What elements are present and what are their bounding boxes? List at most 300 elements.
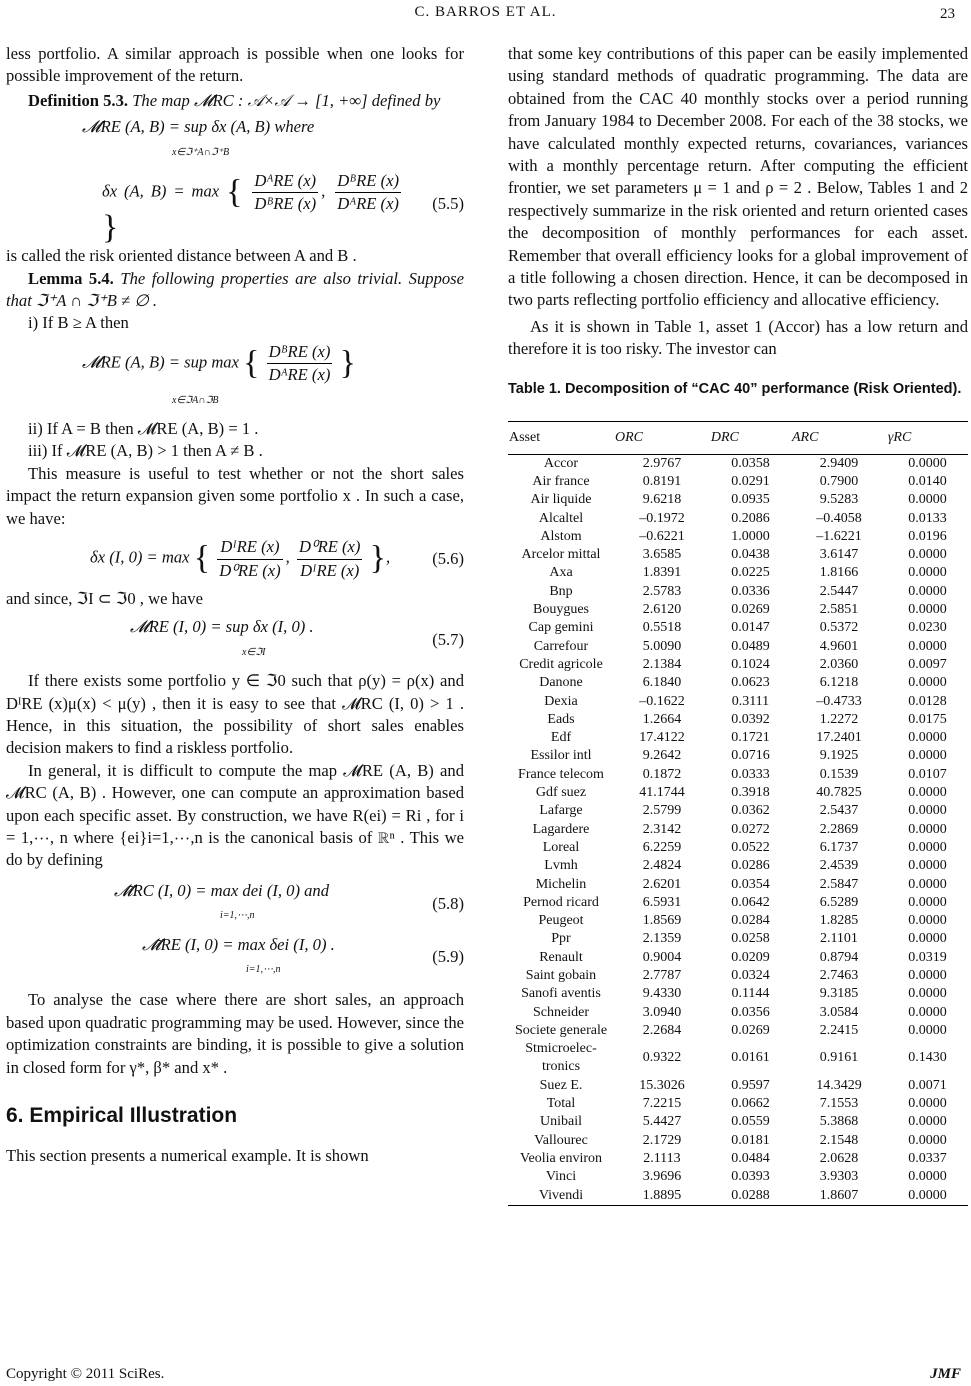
asset-cell: Axa — [549, 565, 573, 581]
asset-cell: Gdf suez — [535, 785, 587, 801]
asset-cell: Renault — [539, 949, 583, 965]
fraction: $\frac{\text{DᴬRE (x)}}{\text{DᴮRE (x)}}$ — [254, 171, 317, 214]
value-cell: 9.2642 — [642, 748, 682, 764]
table-row — [508, 784, 968, 802]
table-caption: Table 1. Decomposition of “CAC 40” performance (Risk Oriented). — [508, 380, 962, 397]
value-cell: 0.0000 — [908, 803, 947, 819]
table-row — [508, 1113, 968, 1131]
value-cell: 6.1218 — [819, 675, 859, 691]
asset-cell: Dexia — [544, 693, 578, 709]
asset-cell: Suez E. — [539, 1077, 583, 1093]
equation-subscript: i=1,⋯,n — [246, 964, 281, 976]
value-cell: 0.3111 — [731, 693, 770, 709]
value-cell: 0.0284 — [731, 913, 770, 929]
value-cell: 17.4122 — [639, 730, 685, 746]
asset-cell: France telecom — [518, 766, 604, 782]
value-cell: 9.6218 — [642, 492, 682, 508]
table-row — [508, 949, 968, 967]
value-cell: 1.8607 — [819, 1187, 859, 1203]
value-cell: 41.1744 — [639, 785, 685, 801]
equation-subscript: x∈ℑ⁺A∩ℑ⁺B — [172, 146, 230, 158]
list-item: i) If B ≥ A then — [28, 313, 129, 333]
value-cell: 0.0000 — [908, 1132, 947, 1148]
paragraph: that some key contributions of this paper can be easily implemented using standard methods of quadratic programming. The data are obtained from the CAC 40 monthly stocks over a period running from January 1984 to December 2008. For each of the 38 stocks, we have calculated monthly expected returns, covariances, variances with a monthly percentage return. After computing the efficient frontier, we set parameters μ = 1 and ρ = 2 . Below, Tables 1 and 2 respectively summarize in the risk oriented and return oriented cases the decomposition of monthly performances for each asset. Remember that overall efficiency looks for a global improvement of a title following a chosen direction. Hence, it can be decomposed in two parts reflecting portfolio efficiency and allocative efficiency. — [508, 44, 968, 310]
table-row — [508, 1040, 968, 1077]
section-heading: 6. Empirical Illustration — [6, 1104, 238, 1128]
value-cell: 2.5847 — [819, 876, 859, 892]
value-cell: 0.0000 — [908, 1004, 947, 1020]
value-cell: 0.0107 — [908, 766, 947, 782]
equation-item-i: 𝓜RE (A, B) = sup max { $\frac{\text{DᴮRE (x)}}{\text{DᴬRE (x)}}$ } x∈ℑA∩ℑB — [82, 341, 356, 406]
paragraph: is called the risk oriented distance between A and B . — [6, 246, 357, 266]
value-cell: 0.0000 — [908, 785, 947, 801]
value-cell: 6.5289 — [819, 894, 859, 910]
table-row — [508, 619, 968, 637]
table-row — [508, 638, 968, 656]
asset-cell: Loreal — [542, 839, 580, 855]
value-cell: 0.5372 — [819, 620, 859, 636]
asset-cell: Lagardere — [532, 821, 590, 837]
value-cell: 2.2684 — [642, 1022, 682, 1038]
equation-mre — [6, 116, 464, 164]
value-cell: 0.0559 — [731, 1114, 770, 1130]
asset-cell: Danone — [539, 675, 583, 691]
value-cell: 2.9767 — [642, 455, 682, 471]
value-cell: 9.1925 — [819, 748, 859, 764]
value-cell: 0.0000 — [908, 858, 947, 874]
asset-cell: Michelin — [535, 876, 587, 892]
table-row — [508, 674, 968, 692]
value-cell: 5.0090 — [642, 638, 682, 654]
value-cell: 0.0000 — [908, 821, 947, 837]
equation-subscript: i=1,⋯,n — [220, 910, 255, 922]
value-cell: 3.0584 — [819, 1004, 859, 1020]
value-cell: 0.0356 — [731, 1004, 770, 1020]
asset-cell: Vallourec — [534, 1132, 588, 1148]
table-row — [508, 564, 968, 582]
value-cell: 3.0940 — [642, 1004, 682, 1020]
value-cell: 17.2401 — [816, 730, 862, 746]
value-cell: 2.5799 — [642, 803, 682, 819]
table-row — [508, 1077, 968, 1095]
value-cell: 0.0662 — [731, 1096, 770, 1112]
value-cell: 0.0000 — [908, 583, 947, 599]
asset-cell: Vivendi — [538, 1187, 584, 1203]
value-cell: 0.0484 — [731, 1150, 770, 1166]
equation-number: (5.8) — [432, 893, 464, 913]
equation-lhs: 𝓜RE (A, B) = sup max — [82, 352, 239, 372]
value-cell: 6.1737 — [819, 839, 859, 855]
value-cell: 0.0161 — [731, 1050, 770, 1066]
page-number: 23 — [940, 6, 955, 22]
table-row — [508, 839, 968, 857]
left-column — [6, 43, 464, 1168]
value-cell: 4.9601 — [819, 638, 859, 654]
definition-text: The map 𝓜RC : 𝒜×𝒜 → [1, +∞] defined by — [132, 90, 441, 110]
lemma — [6, 268, 464, 313]
value-cell: 2.1101 — [819, 931, 858, 947]
value-cell: 2.5851 — [819, 602, 859, 618]
value-cell: 0.7900 — [819, 473, 859, 489]
value-cell: 2.1359 — [642, 931, 682, 947]
value-cell: 0.0362 — [731, 803, 770, 819]
value-cell: 0.0000 — [908, 455, 947, 471]
value-cell: 0.0000 — [908, 492, 947, 508]
equation-number: (5.6) — [432, 548, 464, 568]
data-table — [508, 421, 968, 1206]
table-row — [508, 766, 968, 784]
journal-name: JMF — [930, 1366, 961, 1382]
value-cell: 0.0230 — [908, 620, 947, 636]
table-row — [508, 510, 968, 528]
asset-cell: Societe generale — [514, 1022, 608, 1038]
value-cell: 0.0000 — [908, 638, 947, 654]
value-cell: 0.0000 — [908, 1114, 947, 1130]
lemma-text: The following properties are also trivial. Suppose that ℑ⁺A ∩ ℑ⁺B ≠ ∅ . — [6, 268, 464, 311]
value-cell: 0.0000 — [908, 1187, 947, 1203]
value-cell: 2.3142 — [642, 821, 682, 837]
value-cell: 0.1721 — [731, 730, 770, 746]
table-row — [508, 528, 968, 546]
list-item: ii) If A = B then 𝓜RE (A, B) = 1 . — [28, 419, 259, 439]
value-cell: 0.0000 — [908, 839, 947, 855]
value-cell: 0.0000 — [908, 730, 947, 746]
value-cell: 0.0225 — [731, 565, 770, 581]
asset-cell: Stmicroelec- tronics — [525, 1041, 597, 1075]
value-cell: 9.4330 — [642, 986, 682, 1002]
column-header: DRC — [710, 429, 739, 445]
value-cell: 6.5931 — [642, 894, 682, 910]
value-cell: –0.4058 — [816, 510, 862, 526]
equation-lhs: δx (A, B) = max — [102, 181, 220, 201]
table-row — [508, 583, 968, 601]
value-cell: 0.9597 — [731, 1077, 770, 1093]
value-cell: 0.0286 — [731, 858, 770, 874]
asset-cell: Eads — [547, 711, 575, 727]
value-cell: 0.0000 — [908, 675, 947, 691]
value-cell: 3.6147 — [819, 547, 859, 563]
value-cell: 2.0360 — [819, 656, 859, 672]
list-item: iii) If 𝓜RE (A, B) > 1 then A ≠ B . — [28, 441, 263, 461]
table-row — [508, 711, 968, 729]
value-cell: 2.5783 — [642, 583, 682, 599]
asset-cell: Alstom — [540, 528, 582, 544]
table-row — [508, 857, 968, 875]
value-cell: 1.2272 — [819, 711, 859, 727]
value-cell: 0.0489 — [731, 638, 770, 654]
value-cell: 0.0000 — [908, 602, 947, 618]
value-cell: 0.0000 — [908, 913, 947, 929]
equation-number: (5.5) — [432, 194, 464, 214]
value-cell: 0.0716 — [731, 748, 770, 764]
paragraph: To analyse the case where there are short sales, an approach based upon quadratic programming may be used. However, since the optimization constraints are binding, it is possible to give a solution in closed form for γ*, β* and x* . — [6, 990, 464, 1077]
asset-cell: Total — [546, 1096, 576, 1112]
value-cell: 0.0000 — [908, 894, 947, 910]
value-cell: 0.0258 — [731, 931, 770, 947]
asset-cell: Saint gobain — [525, 968, 597, 983]
equation-text: 𝓜RE (I, 0) = sup δx (I, 0) . — [130, 617, 314, 637]
table-row — [508, 1095, 968, 1113]
asset-cell: Lvmh — [544, 858, 578, 874]
equation-5-9 — [6, 934, 464, 982]
table-row — [508, 656, 968, 674]
asset-cell: Sanofi aventis — [521, 986, 601, 1002]
value-cell: 0.0642 — [731, 894, 770, 910]
asset-cell: Schneider — [533, 1004, 589, 1020]
equation-text: 𝓜̃RE (I, 0) = max δei (I, 0) . — [142, 934, 335, 954]
value-cell: 0.9322 — [642, 1050, 682, 1066]
copyright: Copyright © 2011 SciRes. — [6, 1366, 165, 1382]
value-cell: 14.3429 — [816, 1077, 862, 1093]
value-cell: 0.0336 — [731, 583, 770, 599]
value-cell: 0.0175 — [908, 711, 947, 727]
value-cell: 0.5518 — [642, 620, 682, 636]
value-cell: 2.9409 — [819, 455, 859, 471]
value-cell: 0.0000 — [908, 876, 947, 892]
table-row — [508, 802, 968, 820]
value-cell: 0.0133 — [908, 510, 947, 526]
value-cell: 2.6201 — [642, 876, 682, 892]
value-cell: 7.1553 — [819, 1096, 859, 1112]
table-row — [508, 693, 968, 711]
equation-text: 𝓜RE (A, B) = sup δx (A, B) where — [82, 117, 315, 137]
asset-cell: Unibail — [540, 1114, 582, 1130]
value-cell: 2.4824 — [642, 858, 682, 874]
definition — [6, 90, 464, 112]
table-row — [508, 473, 968, 491]
value-cell: 1.2664 — [642, 711, 682, 727]
equation-number: (5.7) — [432, 630, 464, 650]
column-header: γRC — [887, 429, 912, 445]
asset-cell: Air liquide — [530, 492, 592, 508]
table-row — [508, 1187, 968, 1206]
asset-cell: Ppr — [551, 931, 571, 947]
value-cell: 6.2259 — [642, 839, 682, 855]
value-cell: 0.0071 — [908, 1077, 947, 1093]
definition-label: Definition 5.3. — [28, 90, 129, 110]
value-cell: 3.9303 — [819, 1169, 859, 1185]
asset-cell: Accor — [543, 455, 579, 471]
value-cell: 15.3026 — [639, 1077, 685, 1093]
fraction: $\frac{\text{D⁰RE (x)}}{\text{DᴵRE (x)}}$ — [298, 537, 361, 580]
value-cell: 2.6120 — [642, 602, 682, 618]
equation-5-8 — [6, 880, 464, 928]
fraction: $\frac{\text{DᴮRE (x)}}{\text{DᴬRE (x)}}$ — [268, 341, 331, 385]
value-cell: 40.7825 — [816, 785, 862, 801]
equation-number: (5.9) — [432, 947, 464, 967]
value-cell: 0.0522 — [731, 839, 770, 855]
value-cell: 0.3918 — [731, 785, 770, 801]
value-cell: 9.5283 — [819, 492, 859, 508]
value-cell: 0.0000 — [908, 547, 947, 563]
table-row — [508, 454, 968, 473]
value-cell: 2.7787 — [642, 968, 682, 983]
value-cell: 2.1384 — [642, 656, 682, 672]
value-cell: –0.1622 — [639, 693, 685, 709]
value-cell: 0.0147 — [731, 620, 770, 636]
value-cell: 2.0628 — [819, 1150, 859, 1166]
value-cell: 0.0291 — [731, 473, 770, 489]
value-cell: 1.8569 — [642, 913, 682, 929]
value-cell: 2.4539 — [819, 858, 859, 874]
value-cell: 0.0288 — [731, 1187, 770, 1203]
table-row — [508, 930, 968, 948]
value-cell: 0.0181 — [731, 1132, 770, 1148]
paragraph: This section presents a numerical example. It is shown — [6, 1146, 369, 1166]
paragraph: and since, ℑI ⊂ ℑ0 , we have — [6, 588, 203, 608]
asset-cell: Edf — [550, 730, 572, 746]
value-cell: 2.5447 — [819, 583, 859, 599]
value-cell: 0.8794 — [819, 949, 859, 965]
paragraph: This measure is useful to test whether or not the short sales impact the return expansion given some portfolio x . In such a case, we have: — [6, 463, 464, 528]
value-cell: 0.0000 — [908, 565, 947, 581]
value-cell: 3.9696 — [642, 1169, 682, 1185]
equation-5-7 — [6, 616, 464, 664]
asset-cell: Carrefour — [533, 638, 589, 654]
value-cell: 2.1729 — [642, 1132, 682, 1148]
lemma-label: Lemma 5.4. — [28, 268, 114, 288]
column-header: Asset — [509, 429, 541, 445]
value-cell: 0.0097 — [908, 656, 947, 672]
value-cell: 0.1144 — [731, 986, 770, 1002]
table-row — [508, 894, 968, 912]
table-row — [508, 491, 968, 509]
value-cell: 0.0269 — [731, 602, 770, 618]
fraction: $\frac{\text{DᴵRE (x)}}{\text{D⁰RE (x)}}$ — [219, 537, 281, 580]
right-column — [508, 43, 968, 1206]
running-title: C. BARROS ET AL. — [414, 4, 557, 20]
value-cell: 0.0128 — [908, 693, 947, 709]
table-row — [508, 601, 968, 619]
table-row — [508, 1132, 968, 1150]
equation-subscript: x∈ℑA∩ℑB — [172, 394, 219, 406]
value-cell: 0.0000 — [908, 986, 947, 1002]
table-row — [508, 912, 968, 930]
table-row — [508, 546, 968, 564]
value-cell: 0.1872 — [642, 766, 682, 782]
value-cell: 0.0000 — [908, 931, 947, 947]
value-cell: 5.4427 — [642, 1114, 682, 1130]
value-cell: 0.0319 — [908, 949, 947, 965]
asset-cell: Peugeot — [538, 913, 584, 929]
asset-cell: Vinci — [545, 1169, 577, 1185]
value-cell: 0.0272 — [731, 821, 770, 837]
equation-5-6: δx (I, 0) = max { $\frac{\text{DᴵRE (x)}}{\text{D⁰RE (x)}}$ , $\frac{\text{D⁰RE (x)}}{\text{DᴵRE (x)}}$ }, (5.6) — [6, 536, 464, 582]
value-cell: 5.3868 — [819, 1114, 859, 1130]
value-cell: 7.2215 — [642, 1096, 682, 1112]
value-cell: 0.1430 — [908, 1050, 947, 1066]
value-cell: –1.6221 — [816, 528, 862, 544]
table-row — [508, 729, 968, 747]
table-header-row — [508, 421, 968, 454]
value-cell: 0.2086 — [731, 510, 770, 526]
value-cell: 0.0000 — [908, 1169, 947, 1185]
value-cell: 0.0196 — [908, 528, 947, 544]
value-cell: 0.8191 — [642, 473, 682, 489]
asset-cell: Air france — [532, 473, 590, 489]
table-row — [508, 876, 968, 894]
fraction: $\frac{\text{DᴮRE (x)}}{\text{DᴬRE (x)}}$ — [337, 171, 399, 214]
equation-lhs: δx (I, 0) = max — [90, 547, 190, 567]
value-cell: 2.2415 — [819, 1022, 859, 1038]
table-row — [508, 747, 968, 765]
asset-cell: Credit agricole — [519, 656, 603, 672]
value-cell: 0.0354 — [731, 876, 770, 892]
table-row — [508, 985, 968, 1003]
value-cell: 1.8391 — [642, 565, 682, 581]
value-cell: –0.4733 — [816, 693, 862, 709]
value-cell: 0.0000 — [908, 968, 947, 983]
value-cell: 1.0000 — [731, 528, 770, 544]
value-cell: 0.0393 — [731, 1169, 770, 1185]
table-row — [508, 1022, 968, 1040]
asset-cell: Lafarge — [539, 803, 583, 819]
value-cell: 2.1548 — [819, 1132, 859, 1148]
value-cell: 2.1113 — [643, 1150, 681, 1166]
table-body — [508, 454, 968, 1205]
value-cell: 0.9161 — [819, 1050, 859, 1066]
equation-subscript: x∈ℑI — [242, 646, 266, 658]
asset-cell: Bouygues — [533, 602, 589, 618]
value-cell: 0.0333 — [731, 766, 770, 782]
value-cell: 6.1840 — [642, 675, 682, 691]
value-cell: 0.0438 — [731, 547, 770, 563]
value-cell: 0.0623 — [731, 675, 770, 691]
value-cell: 1.8285 — [819, 913, 859, 929]
asset-cell: Veolia environ — [519, 1150, 603, 1166]
value-cell: 3.6585 — [642, 547, 682, 563]
asset-cell: Alcaltel — [538, 510, 584, 526]
column-header: ORC — [615, 429, 643, 445]
value-cell: 0.0000 — [908, 1096, 947, 1112]
value-cell: 2.2869 — [819, 821, 859, 837]
value-cell: 0.0269 — [731, 1022, 770, 1038]
value-cell: 2.7463 — [819, 968, 859, 983]
value-cell: –0.1972 — [639, 510, 685, 526]
equation-5-5: δx (A, B) = max { $\frac{\text{DᴬRE (x)}}{\text{DᴮRE (x)}}$ , $\frac{\text{DᴮRE (x)}}{\text{DᴬRE (x)}}$ } (5.5) — [102, 171, 464, 246]
paragraph: If there exists some portfolio y ∈ ℑ0 such that ρ(y) = ρ(x) and DᴵRE (x)μ(x) < μ(y) , then it is easy to see that 𝓜RC (I, 0) > 1 . Hence, in this situation, the possibility of short sales enables decision makers to find a riskless portfolio. — [6, 671, 464, 758]
column-header: ARC — [792, 429, 819, 445]
table-row — [508, 967, 968, 985]
table-row — [508, 1168, 968, 1186]
asset-cell: Cap gemini — [528, 620, 594, 636]
value-cell: 0.1024 — [731, 656, 770, 672]
value-cell: 0.0337 — [908, 1150, 947, 1166]
value-cell: 0.0935 — [731, 492, 770, 508]
value-cell: 0.9004 — [642, 949, 682, 965]
asset-cell: Arcelor mittal — [521, 547, 601, 563]
asset-cell: Bnp — [549, 583, 573, 599]
value-cell: 0.0000 — [908, 748, 947, 764]
value-cell: 1.8895 — [642, 1187, 682, 1203]
value-cell: 0.1539 — [819, 766, 859, 782]
value-cell: 0.0392 — [731, 711, 770, 727]
value-cell: 0.0140 — [908, 473, 947, 489]
value-cell: 0.0358 — [731, 455, 770, 471]
table-row — [508, 821, 968, 839]
asset-cell: Essilor intl — [530, 748, 592, 764]
value-cell: 0.0324 — [731, 968, 770, 983]
paragraph: As it is shown in Table 1, asset 1 (Accor) has a low return and therefore it is too risky. The investor can — [508, 316, 968, 359]
paragraph: less portfolio. A similar approach is possible when one looks for possible improvement of the return. — [6, 44, 464, 86]
value-cell: –0.6221 — [639, 528, 685, 544]
table-row — [508, 1004, 968, 1022]
equation-text: 𝓜̃RC (I, 0) = max dei (I, 0) and — [114, 880, 330, 900]
value-cell: 0.0000 — [908, 1022, 947, 1038]
asset-cell: Pernod ricard — [523, 894, 599, 910]
table-row — [508, 1150, 968, 1168]
value-cell: 1.8166 — [819, 565, 859, 581]
